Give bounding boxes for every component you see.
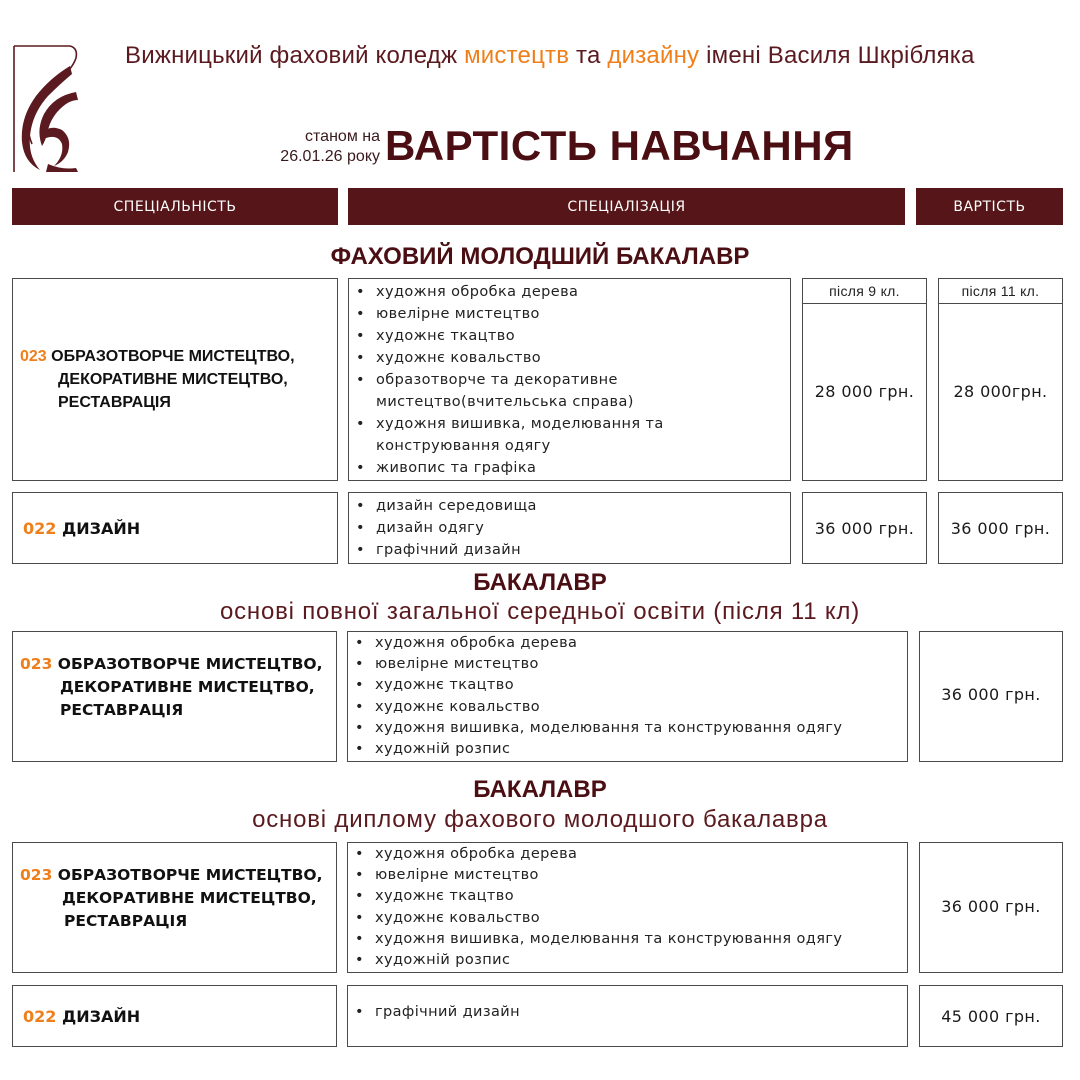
specialization-item: • образотворче та декоративне мистецтво(вчительська справа) bbox=[349, 369, 790, 413]
cost-cell: 45 000 грн. bbox=[919, 985, 1063, 1047]
as-of-label: станом на bbox=[305, 128, 380, 145]
college-name bbox=[125, 42, 975, 70]
college-name-part: та bbox=[569, 42, 608, 69]
specialty-name: ОБРАЗОТВОРЧЕ МИСТЕЦТВО, bbox=[57, 866, 323, 884]
as-of-date bbox=[240, 127, 380, 167]
specialization-cell bbox=[348, 492, 791, 564]
specialty-name: ДЕКОРАТИВНЕ МИСТЕЦТВО, bbox=[58, 371, 288, 388]
specialty-code: 022 bbox=[23, 1006, 57, 1026]
specialization-item: • дизайн одягу bbox=[349, 517, 790, 539]
cost-value: 28 000грн. bbox=[953, 382, 1048, 401]
column-header-cost: ВАРТІСТЬ bbox=[916, 188, 1063, 225]
specialization-list bbox=[348, 633, 907, 760]
specialization-item: • живопис та графіка bbox=[349, 457, 790, 479]
specialization-item: • художній розпис bbox=[348, 950, 907, 971]
specialization-item: • художнє ковальство bbox=[349, 347, 790, 369]
specialization-item: • художнє ткацтво bbox=[348, 675, 907, 696]
section-title: БАКАЛАВР bbox=[473, 776, 607, 803]
column-header-specialty: СПЕЦІАЛЬНІСТЬ bbox=[12, 188, 338, 225]
section-title: БАКАЛАВР bbox=[473, 569, 607, 596]
specialization-item: • художня вишивка, моделювання та конструювання одягу bbox=[348, 718, 907, 739]
specialization-item: • художня вишивка, моделювання та конструювання одягу bbox=[349, 413, 790, 457]
specialization-list bbox=[348, 1002, 520, 1023]
specialty-name: ДЕКОРАТИВНЕ МИСТЕЦТВО, bbox=[62, 889, 317, 907]
specialization-cell bbox=[348, 278, 791, 481]
specialty-name: ДИЗАЙН bbox=[61, 1006, 141, 1026]
cost-cell: 36 000 грн. bbox=[919, 842, 1063, 973]
specialization-item: • дизайн середовища bbox=[349, 495, 790, 517]
specialization-list bbox=[349, 281, 790, 479]
college-name-part: імені Василя Шкрібляка bbox=[699, 42, 975, 69]
cost-cell: 36 000 грн. bbox=[919, 631, 1063, 762]
cost-subheader-after-9: після 9 кл. bbox=[803, 279, 926, 304]
college-logo bbox=[10, 44, 82, 174]
cost-cell-after-11: 36 000 грн. bbox=[938, 492, 1063, 564]
specialization-item: • художнє ковальство bbox=[348, 697, 907, 718]
cost-cell-after-9: 36 000 грн. bbox=[802, 492, 927, 564]
specialization-list bbox=[349, 495, 790, 561]
specialization-cell bbox=[347, 842, 908, 973]
specialization-item: • ювелірне мистецтво bbox=[348, 865, 907, 886]
section-subtitle: основі повної загальної середньої освіти (після 11 кл) bbox=[219, 598, 861, 625]
specialty-name: ДЕКОРАТИВНЕ МИСТЕЦТВО, bbox=[60, 678, 315, 696]
specialty-name: РЕСТАВРАЦІЯ bbox=[58, 394, 171, 411]
specialty-name: РЕСТАВРАЦІЯ bbox=[64, 912, 188, 930]
specialization-item: • художнє ткацтво bbox=[349, 325, 790, 347]
cost-subheader-after-11: після 11 кл. bbox=[939, 279, 1062, 304]
specialization-item: • художнє ковальство bbox=[348, 908, 907, 929]
specialty-cell bbox=[12, 278, 338, 481]
specialty-code: 022 bbox=[23, 518, 57, 538]
specialization-list bbox=[348, 844, 907, 971]
page-title: ВАРТІСТЬ НАВЧАННЯ bbox=[385, 122, 854, 169]
specialization-item: • графічний дизайн bbox=[349, 539, 790, 561]
specialty-name: ДИЗАЙН bbox=[61, 518, 141, 538]
cost-value: 28 000 грн. bbox=[814, 382, 915, 401]
specialization-item: • графічний дизайн bbox=[348, 1002, 520, 1023]
specialization-item: • художнє ткацтво bbox=[348, 886, 907, 907]
specialty-code: 023 bbox=[20, 866, 53, 884]
section-title: ФАХОВИЙ МОЛОДШИЙ БАКАЛАВР bbox=[330, 243, 750, 270]
specialization-item: • ювелірне мистецтво bbox=[349, 303, 790, 325]
college-name-part: Вижницький фаховий коледж bbox=[125, 42, 465, 69]
college-logo-icon bbox=[10, 44, 82, 174]
specialty-name: ОБРАЗОТВОРЧЕ МИСТЕЦТВО, bbox=[57, 655, 323, 673]
section-subtitle: основі диплому фахового молодшого бакалавра bbox=[252, 806, 828, 833]
cost-cell-after-11 bbox=[938, 278, 1063, 481]
column-header-specialization: СПЕЦІАЛІЗАЦІЯ bbox=[348, 188, 905, 225]
specialization-item: • художня обробка дерева bbox=[349, 281, 790, 303]
specialty-name: ОБРАЗОТВОРЧЕ МИСТЕЦТВО, bbox=[51, 348, 295, 365]
specialty-code: 023 bbox=[20, 348, 47, 365]
specialization-item: • ювелірне мистецтво bbox=[348, 654, 907, 675]
college-name-accent: мистецтв bbox=[464, 42, 570, 69]
as-of-value: 26.01.26 року bbox=[280, 148, 380, 165]
specialization-item: • художня обробка дерева bbox=[348, 844, 907, 865]
cost-cell-after-9 bbox=[802, 278, 927, 481]
college-name-accent: дизайну bbox=[607, 42, 700, 69]
specialization-item: • художній розпис bbox=[348, 739, 907, 760]
specialization-item: • художня вишивка, моделювання та конструювання одягу bbox=[348, 929, 907, 950]
specialty-code: 023 bbox=[20, 655, 53, 673]
specialty-cell bbox=[12, 985, 337, 1047]
specialty-name: РЕСТАВРАЦІЯ bbox=[60, 701, 184, 719]
specialization-item: • художня обробка дерева bbox=[348, 633, 907, 654]
specialty-cell bbox=[12, 842, 337, 973]
specialization-cell bbox=[347, 631, 908, 762]
specialty-cell bbox=[12, 631, 337, 762]
specialization-cell bbox=[347, 985, 908, 1047]
specialty-cell bbox=[12, 492, 338, 564]
